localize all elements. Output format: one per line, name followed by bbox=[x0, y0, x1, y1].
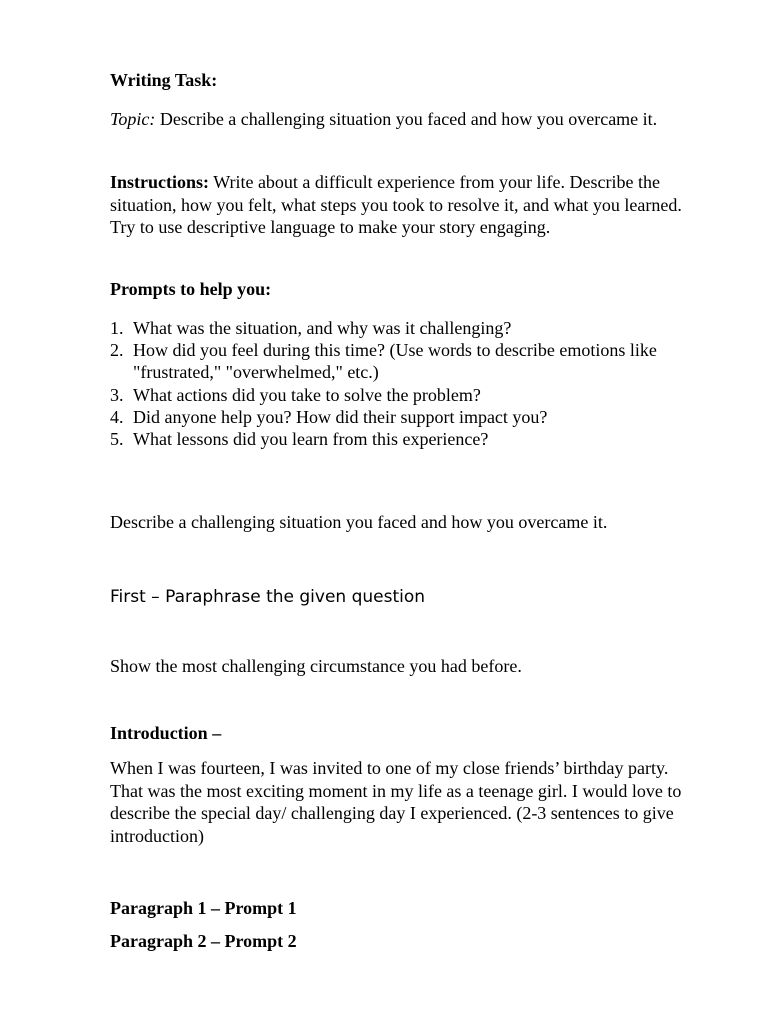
paragraph2-heading: Paragraph 2 – Prompt 2 bbox=[110, 931, 297, 951]
topic-text: Describe a challenging situation you faced and how you overcame it. bbox=[155, 109, 658, 129]
topic-paragraph bbox=[110, 108, 696, 131]
instructions-label: Instructions: bbox=[110, 172, 210, 192]
list-item bbox=[110, 339, 696, 383]
list-item-number: 3. bbox=[110, 384, 124, 405]
list-item-number: 4. bbox=[110, 406, 124, 427]
topic-label: Topic: bbox=[110, 109, 156, 129]
list-item-text: What actions did you take to solve the problem? bbox=[133, 384, 481, 405]
introduction-heading: Introduction – bbox=[110, 723, 222, 743]
list-item-number: 2. bbox=[110, 340, 124, 361]
instructions-text: Write about a difficult experience from your life. Describe the situation, how you felt, what steps you took to resolve it, and what you learned. Try to use descriptive language to make your story engaging. bbox=[110, 172, 682, 237]
prompts-heading: Prompts to help you: bbox=[110, 279, 272, 299]
instructions-paragraph bbox=[110, 171, 696, 239]
paraphrase-text: Show the most challenging circumstance you had before. bbox=[110, 656, 522, 676]
list-item-text: Did anyone help you? How did their support impact you? bbox=[133, 406, 548, 427]
list-item-text: What lessons did you learn from this experience? bbox=[133, 429, 489, 450]
paragraph1-heading: Paragraph 1 – Prompt 1 bbox=[110, 898, 297, 918]
introduction-text: When I was fourteen, I was invited to one of my close friends’ birthday party. That was the most exciting moment in my life as a teenage girl. I would love to describe the special day/ challenging day I experienced. (2-3 sentences to give introduction) bbox=[110, 758, 682, 846]
writing-task-heading: Writing Task: bbox=[110, 70, 218, 90]
list-item-text: What was the situation, and why was it challenging? bbox=[133, 318, 512, 338]
list-item bbox=[110, 406, 696, 428]
list-item bbox=[110, 384, 696, 406]
list-item bbox=[110, 317, 696, 339]
prompts-list bbox=[110, 317, 696, 450]
first-step-text: First – Paraphrase the given question bbox=[110, 587, 426, 607]
list-item-number: 5. bbox=[110, 429, 124, 450]
list-item-text: How did you feel during this time? (Use words to describe emotions like "frustrated," "overwhelmed," etc.) bbox=[133, 340, 657, 383]
list-item bbox=[110, 428, 696, 450]
question-text: Describe a challenging situation you faced and how you overcame it. bbox=[110, 512, 608, 532]
list-item-number: 1. bbox=[110, 318, 124, 338]
